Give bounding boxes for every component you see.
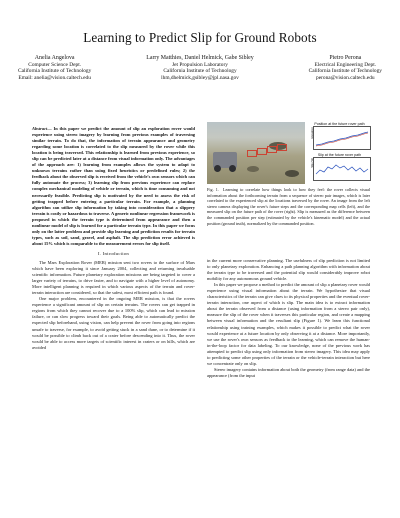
- author-institution: California Institute of Technology: [18, 68, 92, 75]
- author-block: [18, 55, 382, 81]
- figure-1: [207, 122, 370, 184]
- abstract-lead: Abstract: [32, 126, 48, 131]
- terrain-rock: [247, 166, 259, 172]
- author-1: [18, 55, 91, 81]
- map-cell: [257, 148, 267, 155]
- plot-ylabel: Slip (%): [310, 158, 314, 168]
- abstract: [32, 126, 195, 247]
- author-email: Email: anelia@vision.caltech.edu: [18, 74, 91, 81]
- map-cell: [267, 146, 277, 153]
- abstract-body: — In this paper we predict the amount of slip an exploration rover would experience using stereo imagery by learning from previous examples of traversing similar terrain. To do that, the information of terrain appearance and geometry regarding some location is correlated to the slip measured by the rover while this location is being traversed. This relationship is learned from previous experience, so slip can be predicted later at a distance from visual information only. The advantages of the approach are: 1) learning from examples allows the system to adapt to unknown terrains rather than using fixed heuristics or predefined rules; 2) the feedback about the observed slip is received from the vehicle's own sensors which can fully automate the process; 3) learning slip from previous experience can replace complex mechanical modeling of vehicle or terrain, which is time consuming and not necessarily feasible. Predicting slip is motivated by the need to assess the risk of getting trapped before entering a particular terrain. For example, a planning algorithm can utilize slip information by taking into consideration that a slippery terrain is costly or hazardous to traverse. A generic nonlinear regression framework is proposed in which the terrain type is determined from appearance and then a nonlinear model of slip is learned for a particular terrain type. In this paper we focus only on the latter problem and provide slip learning and prediction results for terrain types, such as soil, sand, gravel, and asphalt. The slip prediction error achieved is about 15% which is comparable to the measurement errors for slip itself.: [32, 126, 195, 246]
- author-names: Anelia Angelova: [34, 55, 75, 61]
- author-names: Larry Matthies, Daniel Helmick, Gabe Sibley: [146, 55, 254, 61]
- plot-title: Slip at the future rover path: [317, 153, 362, 157]
- author-names: Pietro Perona: [329, 55, 362, 61]
- figure-plots: [309, 122, 370, 184]
- caption-label: Fig. 1.: [207, 187, 219, 192]
- rover-wheel: [214, 165, 221, 172]
- rover-camera-image: [207, 122, 305, 184]
- terrain-rock: [285, 170, 299, 177]
- author-3: [309, 55, 382, 81]
- author-email: perona@vision.caltech.edu: [316, 74, 375, 81]
- author-affiliation: Electrical Engineering Dept.: [314, 61, 377, 68]
- map-cell: [277, 144, 287, 151]
- elevation-curve: [314, 127, 370, 149]
- body-paragraph: The Mars Exploration Rover (MER) mission sent two rovers to the surface of Mars which have been exploring it since January 2004, collecting and returning invaluable scientific information. Future planetary exploration missions are being targeted to cover a larger variety of terrains, to drive faster, and to navigate with a higher level of autonomy. More intelligent planning is required in which various aspects of the terrain and rover-terrain interaction are considered, so that the safest, most efficient path is found.: [32, 259, 195, 296]
- author-email: lhm,dhelmick,gsibley@jpl.nasa.gov: [161, 74, 239, 81]
- section-heading-introduction: I. Introduction: [97, 250, 130, 256]
- right-column: [207, 258, 370, 379]
- plot-title: Position at the future rover path: [314, 122, 365, 126]
- map-cell: [247, 150, 257, 157]
- author-institution: California Institute of Technology: [163, 68, 237, 75]
- author-affiliation: Jet Propulsion Laboratory: [171, 61, 228, 68]
- author-institution: California Institute of Technology: [308, 68, 382, 75]
- figure-caption: [207, 187, 370, 226]
- caption-text: Learning to correlate how things look to how they feel: the rover collects visual information about the forthcoming terrain from a sequence of stereo pair images, which is later correlated to the experienced slip at the locations traversed by the rover. An image from the left stereo camera displaying the rover's future steps and the corresponding map cells (left), and the measured slip on the future path of the rover (right). Slip is measured as the difference between the commanded position per step (estimated by the vehicle's kinematic model) and the actual position (ground truth), normalized by the commanded position.: [207, 187, 370, 226]
- slip-plot: [310, 157, 371, 181]
- body-paragraph: Stereo imagery contains information about both the geometry (from range data) and the appearance (from the input: [207, 366, 370, 378]
- body-paragraph: One major problem, encountered in the ongoing MER mission, is that the rovers experience a significant amount of slip on certain terrains. The rovers can get trapped in regions from which they cannot recover due to a 100% slip, which can lead to mission failure, or can slow progress toward their goals. Being able to automatically predict the expected slip beforehand, using vision, can help prevent the rover from going into regions unsafe to traverse, for example, to avoid getting stuck in a sand dune, or to determine if it would be possible to climb back out of a crater before descending into it. Thus, the rover would be able to access more targets of scientific interest in craters or on hills, which are avoided: [32, 296, 195, 350]
- plot-ylabel: Elevation: [310, 127, 314, 139]
- paper-title: Learning to Predict Slip for Ground Robots: [83, 30, 317, 45]
- body-paragraph: In this paper we propose a method to predict the amount of slip a planetary rover would experience using visual information about the terrain. We hypothesize that visual characteristics of the terrain can give clues to its physical properties and the eventual rover-terrain interaction, one aspect of which is slip. The main idea is to extract information about the terrain observed from a distance (using information from a stereo pair only), measure the slip of the rover when it traverses this particular region, and create a mapping between visual information and the resultant slip (Figure 1). We learn this functional relationship using training examples, which makes it possible to predict what the rover would experience at a future location by only observing it at a distance. More importantly, we use the rover's own sensors as feedback to the learning, which can remove the human-in-the-loop factor for data labeling. To our knowledge, none of the previous work has attempted to predict slip using only information from stereo imagery. This idea may apply to predicting some other properties of the terrain or the vehicle-terrain interaction but here we concentrate only on slip.: [207, 282, 370, 366]
- rover-wheel: [229, 165, 236, 172]
- elevation-plot: [310, 126, 371, 150]
- body-paragraph: in the current more conservative planning. The usefulness of slip prediction is not limited to only planetary exploration. Enhancing a path planning algorithm with information about the terrain type to be traversed and the potential slip would considerably improve robot mobility for any autonomous ground vehicle.: [207, 258, 370, 282]
- left-column: [32, 126, 195, 351]
- slip-curve: [314, 158, 370, 180]
- author-2: [146, 55, 253, 81]
- author-affiliation: Computer Science Dept.: [28, 61, 82, 68]
